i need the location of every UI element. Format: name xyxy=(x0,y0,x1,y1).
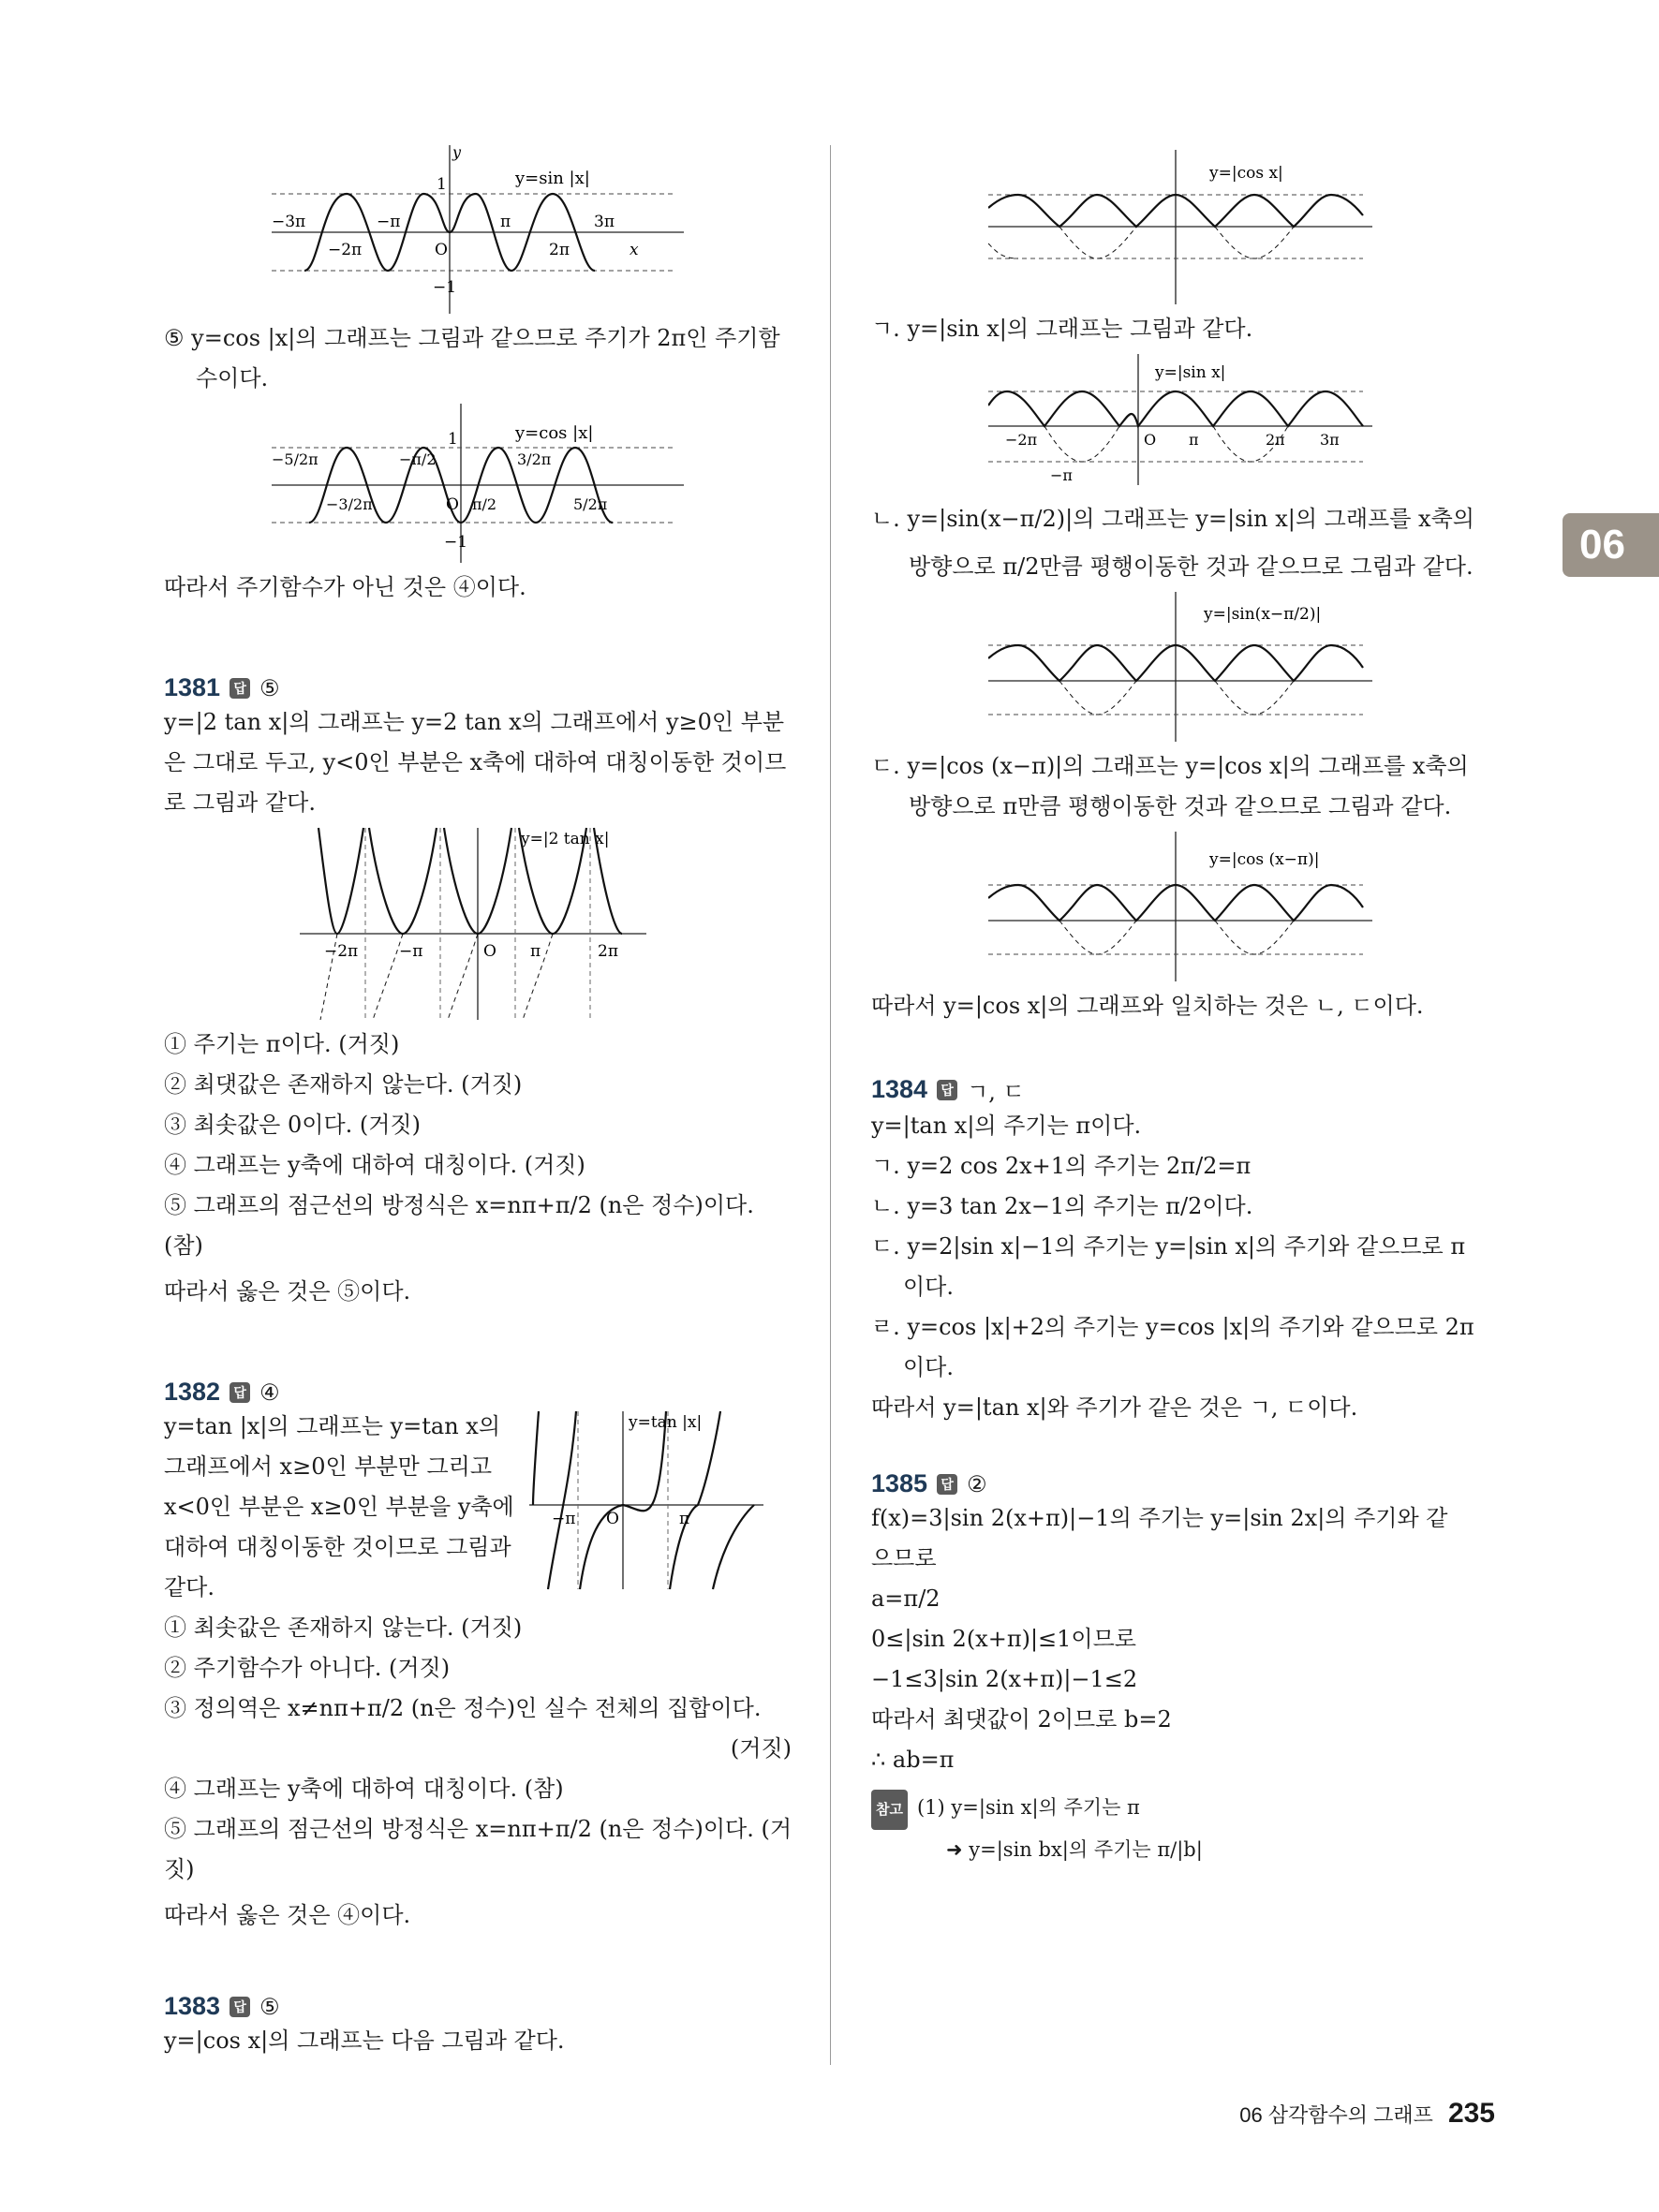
graph-abs-sin-x xyxy=(988,349,1382,490)
solution-line: ㄹ. y=cos |x|+2의 주기는 y=cos |x|의 주기와 같으므로 2π xyxy=(871,1314,1474,1340)
conclusion-1383: 따라서 y=|cos x|의 그래프와 일치하는 것은 ㄴ, ㄷ이다. xyxy=(871,993,1424,1019)
solution-1381-line2: 은 그대로 두고, y<0인 부분은 x축에 대하여 대칭이동한 것이므 xyxy=(164,749,787,775)
problem-number: 1385 xyxy=(871,1469,928,1497)
curve-label: y=|sin x| xyxy=(1155,363,1226,382)
tick: −π xyxy=(399,942,423,961)
left-column xyxy=(164,140,792,2061)
solution-line: 그래프에서 x≥0인 부분만 그리고 xyxy=(164,1453,493,1480)
curve-label: y=|2 tan x| xyxy=(521,830,610,848)
tick: 3/2π xyxy=(517,450,552,468)
x-axis-label: x xyxy=(630,241,639,259)
graph-cos-abs-x xyxy=(272,399,684,568)
solution-line: 이다. xyxy=(903,1274,954,1300)
tick: O xyxy=(483,942,496,961)
option-n: ㄴ. y=|sin(x−π/2)|의 그래프는 y=|sin x|의 그래프를 x축의 xyxy=(871,506,1474,532)
conclusion-1382: 따라서 옳은 것은 ④이다. xyxy=(164,1902,411,1928)
graph-abs-sin-shift xyxy=(988,587,1382,746)
problem-number: 1384 xyxy=(871,1075,928,1103)
reference-line1: (1) y=|sin x|의 주기는 π xyxy=(916,1796,1140,1819)
curve-label: y=tan |x| xyxy=(629,1413,703,1432)
y-axis-label: y xyxy=(452,143,462,161)
tick: −π/2 xyxy=(399,450,437,468)
tick-minus-one: −1 xyxy=(433,278,457,297)
solution-line: x<0인 부분은 x≥0인 부분을 y축에 xyxy=(164,1494,514,1520)
solution-line: ㄱ. y=2 cos 2x+1의 주기는 2π/2=π xyxy=(871,1153,1252,1179)
problem-number: 1383 xyxy=(164,1992,221,2020)
problem-1382-body xyxy=(164,1407,792,1608)
tick: π xyxy=(679,1510,690,1528)
tick: O xyxy=(435,241,448,259)
solution-line: 0≤|sin 2(x+π)|≤1이므로 xyxy=(871,1626,1136,1652)
tick: −2π xyxy=(1005,431,1038,449)
tick: π/2 xyxy=(472,495,497,513)
solution-line: y=tan |x|의 그래프는 y=tan x의 xyxy=(164,1413,501,1439)
chapter-tab: 06 xyxy=(1563,513,1659,577)
answer: ⑤ xyxy=(259,1993,280,2020)
solution-line: f(x)=3|sin 2(x+π)|−1의 주기는 y=|sin 2x|의 주기와 같 xyxy=(871,1505,1448,1531)
item: ④ 그래프는 y축에 대하여 대칭이다. (거짓) xyxy=(164,1152,585,1178)
column-divider xyxy=(830,145,831,2065)
answer-badge: 답 xyxy=(937,1474,957,1495)
answer: ② xyxy=(967,1470,987,1497)
problem-number: 1382 xyxy=(164,1378,221,1406)
option-d-cont: 방향으로 π만큼 평행이동한 것과 같으므로 그림과 같다. xyxy=(909,793,1452,819)
tick: 5/2π xyxy=(573,495,608,513)
tick: 3π xyxy=(594,213,615,231)
solution-line: −1≤3|sin 2(x+π)|−1≤2 xyxy=(871,1666,1138,1692)
item-5-text: ⑤ y=cos |x|의 그래프는 그림과 같으므로 주기가 2π인 주기함 xyxy=(164,325,780,351)
solution-line: y=|tan x|의 주기는 π이다. xyxy=(871,1113,1142,1139)
right-column xyxy=(871,140,1499,1870)
solution-line: 대하여 대칭이동한 것이므로 그림과 xyxy=(164,1534,511,1560)
item: ④ 그래프는 y축에 대하여 대칭이다. (참) xyxy=(164,1776,564,1802)
option-d: ㄷ. y=|cos (x−π)|의 그래프는 y=|cos x|의 그래프를 x축의 xyxy=(871,753,1469,779)
solution-line: ∴ ab=π xyxy=(871,1747,955,1773)
tick-minus-one: −1 xyxy=(444,533,468,552)
tick: 2π xyxy=(598,942,618,961)
tick: O xyxy=(606,1510,619,1528)
item: ⑤ 그래프의 점근선의 방정식은 x=nπ+π/2 (n은 정수)이다. (거짓) xyxy=(164,1816,792,1882)
tick: −3π xyxy=(272,213,306,231)
problem-1385-header xyxy=(871,1469,1499,1498)
tick: −3/2π xyxy=(326,495,373,513)
tick: π xyxy=(1189,431,1199,449)
item: ③ 최솟값은 0이다. (거짓) xyxy=(164,1112,421,1138)
item-verdict: (거짓) xyxy=(730,1735,792,1762)
solution-line: 이다. xyxy=(903,1354,954,1380)
reference-badge: 참고 xyxy=(871,1790,908,1830)
answer-badge: 답 xyxy=(937,1080,957,1100)
page-footer xyxy=(1239,2098,1495,2130)
tick: 2π xyxy=(1266,431,1285,449)
problem-number: 1381 xyxy=(164,673,221,701)
reference-note xyxy=(871,1788,1499,1830)
problem-1384-header xyxy=(871,1073,1499,1106)
item: ③ 정의역은 x≠nπ+π/2 (n은 정수)인 실수 전체의 집합이다. xyxy=(164,1695,762,1721)
item: ② 최댓값은 존재하지 않는다. (거짓) xyxy=(164,1071,523,1098)
answer: ⑤ xyxy=(259,674,280,701)
problem-1383-header xyxy=(164,1992,792,2021)
graph-tan-abs-x xyxy=(520,1407,773,1594)
option-n-cont: 방향으로 π/2만큼 평행이동한 것과 같으므로 그림과 같다. xyxy=(909,553,1474,580)
solution-line: a=π/2 xyxy=(871,1585,941,1612)
solution-line: 으므로 xyxy=(871,1545,937,1571)
reference-line2: ➜ y=|sin bx|의 주기는 π/|b| xyxy=(946,1838,1203,1861)
graph-sin-abs-x xyxy=(272,140,684,318)
curve-label: y=|cos (x−π)| xyxy=(1209,850,1320,869)
solution-1381-line3: 로 그림과 같다. xyxy=(164,789,316,816)
tick: 2π xyxy=(549,241,570,259)
problem-1382-header xyxy=(164,1378,792,1407)
page-number: 235 xyxy=(1447,2098,1495,2129)
curve-label: y=sin |x| xyxy=(515,169,590,188)
graph-abs-cos-shift xyxy=(988,827,1382,986)
solution-line: ㄷ. y=2|sin x|−1의 주기는 y=|sin x|의 주기와 같으므로 π xyxy=(871,1233,1466,1260)
curve-label: y=cos |x| xyxy=(515,423,594,443)
answer-badge: 답 xyxy=(230,1997,250,2017)
tick: 3π xyxy=(1320,431,1340,449)
solution-line: 따라서 y=|tan x|와 주기가 같은 것은 ㄱ, ㄷ이다. xyxy=(871,1394,1358,1421)
tick: −π xyxy=(377,213,401,231)
chapter-title: 06 삼각함수의 그래프 xyxy=(1239,2103,1433,2127)
curve-label: y=|sin(x−π/2)| xyxy=(1204,605,1322,624)
tick: π xyxy=(530,942,541,961)
tick: −2π xyxy=(324,942,359,961)
tick-one: 1 xyxy=(437,175,447,194)
problem-1381-header xyxy=(164,673,792,702)
answer: ④ xyxy=(259,1379,280,1406)
tick-one: 1 xyxy=(448,430,458,449)
answer-badge: 답 xyxy=(230,678,250,699)
item-5-text-cont: 수이다. xyxy=(196,365,269,391)
option-g: ㄱ. y=|sin x|의 그래프는 그림과 같다. xyxy=(871,316,1253,342)
tick: O xyxy=(446,495,459,514)
solution-line: 따라서 최댓값이 2이므로 b=2 xyxy=(871,1706,1172,1733)
item: ⑤ 그래프의 점근선의 방정식은 x=nπ+π/2 (n은 정수)이다. (참) xyxy=(164,1192,754,1259)
item: ② 주기함수가 아니다. (거짓) xyxy=(164,1655,451,1681)
item: ① 최솟값은 존재하지 않는다. (거짓) xyxy=(164,1615,523,1641)
tick: O xyxy=(1144,431,1157,449)
solution-line: ㄴ. y=3 tan 2x−1의 주기는 π/2이다. xyxy=(871,1193,1253,1219)
conclusion-1381: 따라서 옳은 것은 ⑤이다. xyxy=(164,1278,411,1305)
graph-abs-2tan-x xyxy=(300,823,656,1025)
tick: −π xyxy=(1050,466,1073,484)
solution-1383: y=|cos x|의 그래프는 다음 그림과 같다. xyxy=(164,2028,565,2054)
conclusion-1380: 따라서 주기함수가 아닌 것은 ④이다. xyxy=(164,574,526,600)
tick: −π xyxy=(552,1510,576,1528)
item: ① 주기는 π이다. (거짓) xyxy=(164,1031,400,1057)
tick: π xyxy=(500,213,511,231)
tick: −5/2π xyxy=(272,450,318,468)
solution-line: 같다. xyxy=(164,1574,215,1600)
answer-badge: 답 xyxy=(230,1382,250,1403)
solution-1381-line1: y=|2 tan x|의 그래프는 y=2 tan x의 그래프에서 y≥0인 부분 xyxy=(164,709,785,735)
curve-label: y=|cos x| xyxy=(1209,164,1283,183)
tick: −2π xyxy=(328,241,363,259)
answer: ㄱ, ㄷ xyxy=(967,1079,1025,1105)
graph-abs-cos-x xyxy=(988,140,1382,309)
